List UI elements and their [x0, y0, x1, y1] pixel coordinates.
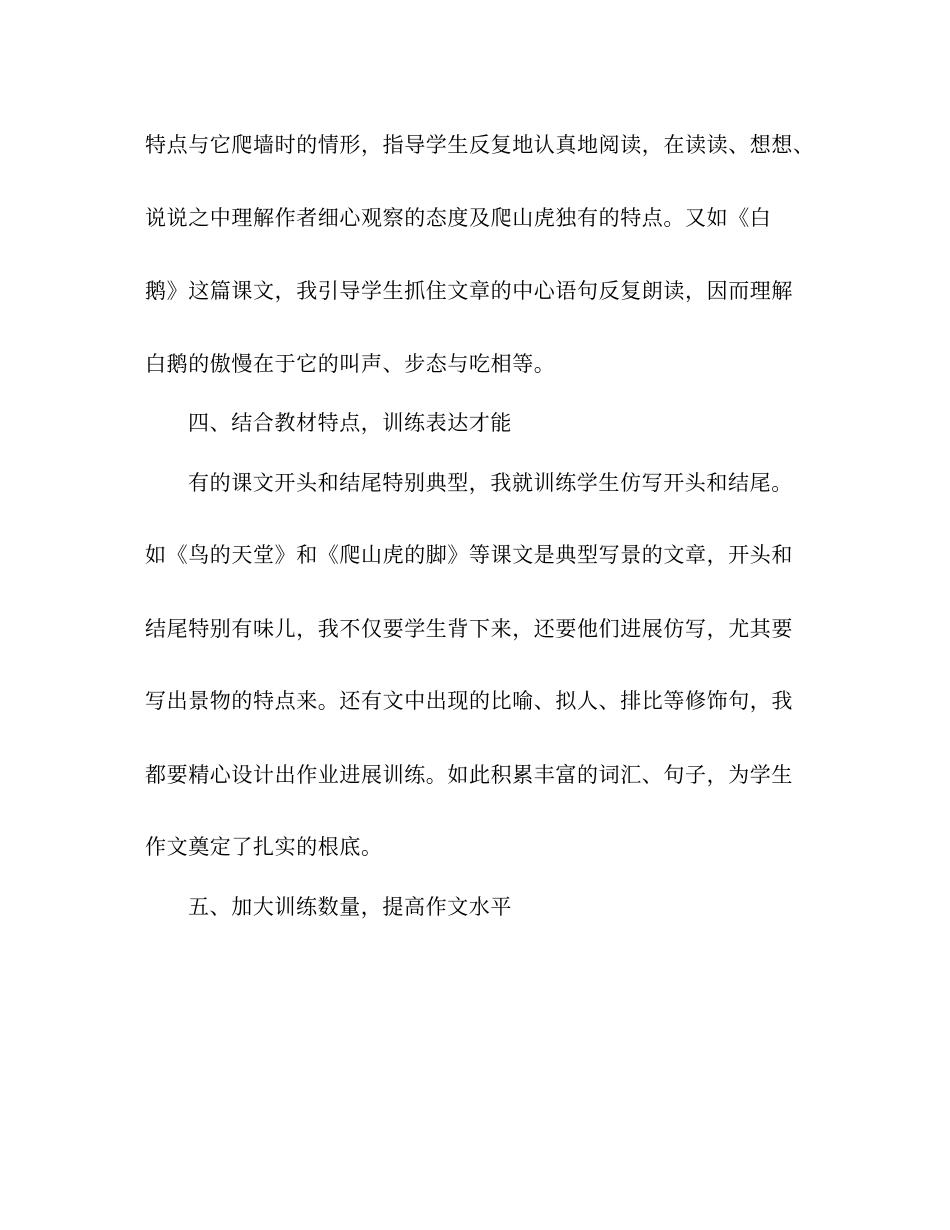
paragraph-line: 写出景物的特点来。还有文中出现的比喻、拟人、排比等修饰句，我 — [145, 689, 793, 713]
paragraph-line: 都要精心设计出作业进展训练。如此积累丰富的词汇、句子，为学生 — [145, 763, 793, 787]
paragraph-line: 作文奠定了扎实的根底。 — [145, 835, 383, 859]
paragraph-line: 说说之中理解作者细心观察的态度及爬山虎独有的特点。又如《白 — [145, 206, 772, 230]
paragraph-line: 特点与它爬墙时的情形，指导学生反复地认真地阅读，在读读、想想、 — [145, 133, 815, 157]
section-heading: 五、加大训练数量，提高作文水平 — [188, 895, 512, 919]
paragraph-line: 白鹅的傲慢在于它的叫声、步态与吃相等。 — [145, 352, 556, 376]
paragraph-line: 如《鸟的天堂》和《爬山虎的脚》等课文是典型写景的文章，开头和 — [145, 543, 793, 567]
section-heading: 四、结合教材特点，训练表达才能 — [188, 411, 512, 435]
paragraph-line: 鹅》这篇课文，我引导学生抓住文章的中心语句反复朗读，因而理解 — [145, 279, 793, 303]
paragraph-line: 结尾特别有味儿，我不仅要学生背下来，还要他们进展仿写，尤其要 — [145, 617, 793, 641]
paragraph-line: 有的课文开头和结尾特别典型，我就训练学生仿写开头和结尾。 — [188, 471, 793, 495]
